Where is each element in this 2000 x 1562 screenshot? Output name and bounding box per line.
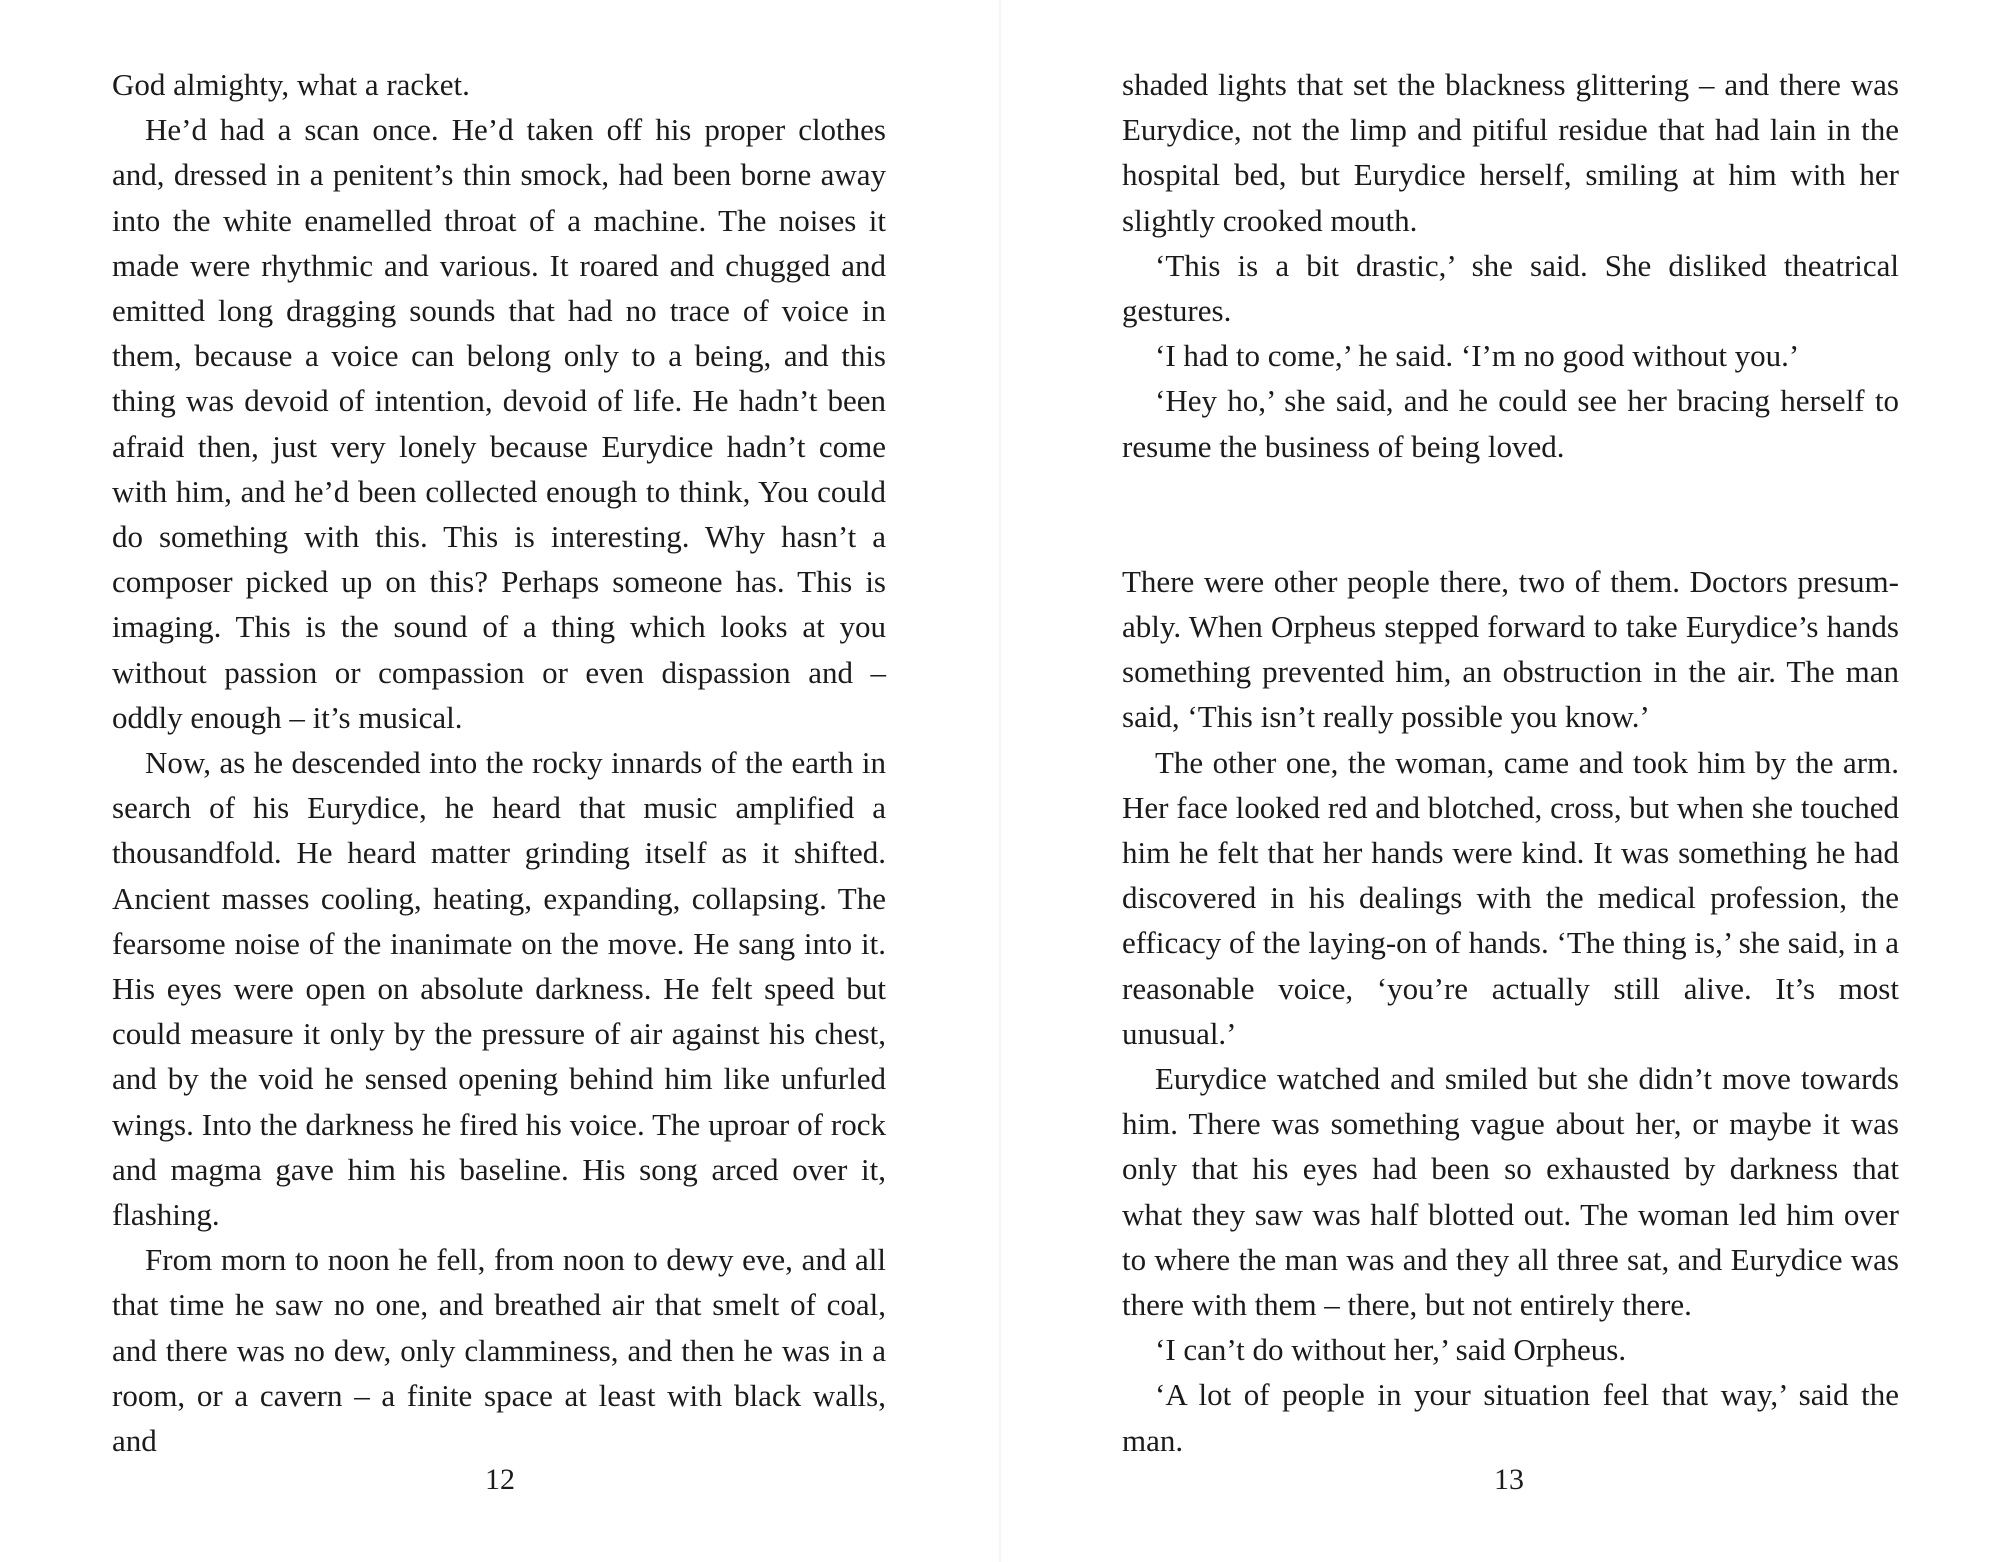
left-page-body xyxy=(112,62,886,1463)
right-paragraph-2: ‘This is a bit drastic,’ she said. She disliked theatrical gestures. xyxy=(1122,247,1899,329)
right-paragraph-1: shaded lights that set the blackness glittering – and there was Eurydice, not the limp and pitiful residue that had lain in the hospital bed, but Eurydice herself, smiling at him with her slightly crooked mouth. xyxy=(1122,67,1899,238)
section-break xyxy=(1122,469,1899,559)
left-paragraph-1: God almighty, what a racket. xyxy=(112,67,470,102)
right-page xyxy=(1000,0,2000,1562)
left-page-number: 12 xyxy=(485,1463,515,1496)
right-paragraph-3: ‘I had to come,’ he said. ‘I’m no good without you.’ xyxy=(1155,338,1800,374)
right-page-number: 13 xyxy=(1494,1463,1524,1496)
right-paragraph-9: ‘A lot of people in your situation feel that way,’ said the man. xyxy=(1122,1377,1899,1458)
right-paragraph-5: There were other people there, two of them. Doctors presumably. When Orpheus stepped forward to take Eurydice’s hands something prevented him, an obstruction in the air. The man said, ‘This isn’t really possible you know.’ xyxy=(1122,563,1899,735)
right-paragraph-6: The other one, the woman, came and took him by the arm. Her face looked red and blotched, cross, but when she touched him he felt that her hands were kind. It was something he had discovered in his dealings with the medical profession, the efficacy of the laying-on of hands. ‘The thing is,’ she said, in a reasonable voice, ‘you’re actually still alive. It’s most unusual.’ xyxy=(1122,744,1899,1051)
left-paragraph-4: From morn to noon he fell, from noon to dewy eve, and all that time he saw no one, and breathed air that smelt of coal, and there was no dew, only clamminess, and then he was in a room, or a cavern – a finite space at least with black walls, and xyxy=(112,1242,886,1459)
right-paragraph-4: ‘Hey ho,’ she said, and he could see her bracing herself to resume the business of being loved. xyxy=(1122,383,1899,464)
right-paragraph-7: Eurydice watched and smiled but she didn’t move towards him. There was something vague about her, or maybe it was only that his eyes had been so exhausted by darkness that what they saw was half blotted out. The woman led him over to where the man was and they all three sat, and Eurydice was there with them – there, but not entirely there. xyxy=(1122,1061,1899,1323)
left-paragraph-2: He’d had a scan once. He’d taken off his proper clothes and, dressed in a penitent’s thin smock, had been borne away into the white enamelled throat of a machine. The noises it made were rhythmic and various. It roared and chugged and emitted long dragging sounds that had no trace of voice in them, because a voice can belong only to a being, and this thing was devoid of intention, devoid of life. He hadn’t been afraid then, just very lonely because Eurydice hadn’t come with him, and he’d been collected enough to think, You could do something with this. This is interesting. Why hasn’t a composer picked up on this? Perhaps someone has. This is imaging. This is the sound of a thing which looks at you without passion or compassion or even dispassion and – oddly enough – it’s musical. xyxy=(112,112,886,735)
right-paragraph-8: ‘I can’t do without her,’ said Orpheus. xyxy=(1155,1332,1627,1368)
right-page-body xyxy=(1122,62,1899,1463)
left-paragraph-3: Now, as he descended into the rocky innards of the earth in search of his Eurydice, he heard that music amplified a thousandfold. He heard matter grinding itself as it shifted. Ancient masses cooling, heating, expanding, collapsing. The fearsome noise of the inanimate on the move. He sang into it. His eyes were open on absolute darkness. He felt speed but could measure it only by the pressure of air against his chest, and by the void he sensed opening behind him like unfurled wings. Into the darkness he fired his voice. The uproar of rock and magma gave him his baseline. His song arced over it, flashing. xyxy=(112,745,886,1233)
